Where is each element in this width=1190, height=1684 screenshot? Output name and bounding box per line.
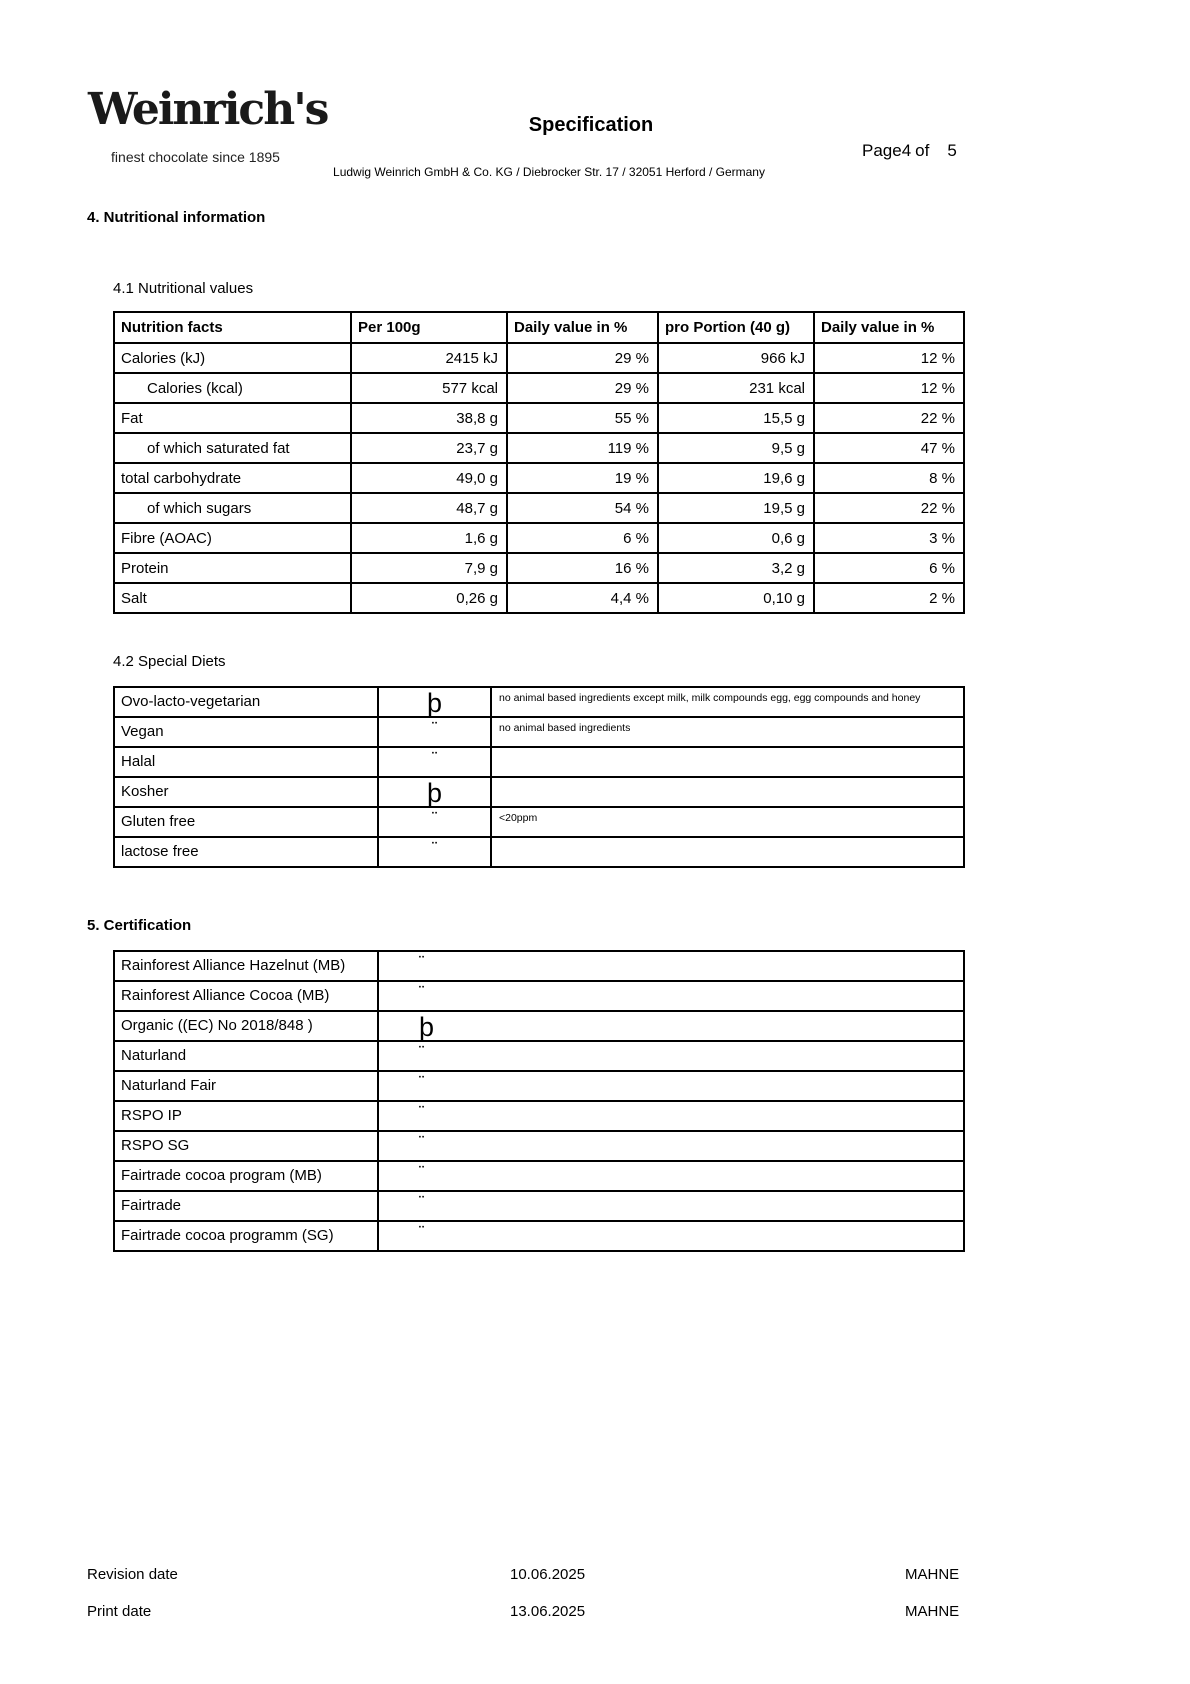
checkbox-mark-icon: ¨ <box>432 749 437 766</box>
nutrient-daily-value-portion: 2 % <box>814 583 964 613</box>
nutrient-label: Salt <box>114 583 351 613</box>
checkbox-mark-icon: þ <box>419 1012 435 1042</box>
certification-label: Naturland Fair <box>114 1071 378 1101</box>
col-header-per-100g: Per 100g <box>351 312 507 343</box>
diet-checkbox-cell <box>378 837 491 867</box>
checkbox-mark-icon: ¨ <box>419 1223 424 1240</box>
certification-label: Organic ((EC) No 2018/848 ) <box>114 1011 378 1041</box>
nutrient-per-portion: 231 kcal <box>658 373 814 403</box>
certification-label: Fairtrade cocoa program (MB) <box>114 1161 378 1191</box>
special-diet-row <box>114 717 964 747</box>
certification-row <box>114 1191 964 1221</box>
nutrient-label: Calories (kcal) <box>114 373 351 403</box>
nutrient-daily-value-100g: 4,4 % <box>507 583 658 613</box>
diet-comment <box>491 747 964 777</box>
nutrition-table-row <box>114 523 964 553</box>
certification-checkbox-cell <box>378 1041 964 1071</box>
nutrient-daily-value-portion: 22 % <box>814 403 964 433</box>
col-header-daily-value-portion: Daily value in % <box>814 312 964 343</box>
diet-checkbox-cell <box>378 687 491 717</box>
nutrition-table-row <box>114 463 964 493</box>
certification-checkbox-cell <box>378 1191 964 1221</box>
certification-checkbox-cell <box>378 981 964 1011</box>
certification-row <box>114 1161 964 1191</box>
nutrient-per-portion: 966 kJ <box>658 343 814 373</box>
diet-comment: no animal based ingredients except milk, milk compounds egg, egg compounds and honey <box>491 687 964 717</box>
nutrition-table-row <box>114 433 964 463</box>
certification-label: Rainforest Alliance Hazelnut (MB) <box>114 951 378 981</box>
checkbox-mark-icon: ¨ <box>432 839 437 856</box>
nutrition-table-row <box>114 583 964 613</box>
checkbox-mark-icon: ¨ <box>419 1163 424 1180</box>
nutrient-daily-value-100g: 16 % <box>507 553 658 583</box>
nutrient-label: Fibre (AOAC) <box>114 523 351 553</box>
diet-checkbox-cell <box>378 807 491 837</box>
col-header-daily-value-100g: Daily value in % <box>507 312 658 343</box>
footer-date: 13.06.2025 <box>510 1603 586 1620</box>
nutrient-daily-value-portion: 47 % <box>814 433 964 463</box>
special-diet-row <box>114 837 964 867</box>
company-address: Ludwig Weinrich GmbH & Co. KG / Diebrocker Str. 17 / 32051 Herford / Germany <box>333 165 765 179</box>
checkbox-mark-icon: ¨ <box>419 1133 424 1150</box>
page-current: 4 <box>901 141 912 160</box>
nutrient-per-portion: 0,6 g <box>658 523 814 553</box>
nutrient-per-100g: 2415 kJ <box>351 343 507 373</box>
nutrient-daily-value-100g: 29 % <box>507 343 658 373</box>
footer-date: 10.06.2025 <box>510 1566 586 1583</box>
page-label: Page <box>862 141 902 160</box>
certification-checkbox-cell <box>378 1071 964 1101</box>
diet-label: lactose free <box>114 837 378 867</box>
special-diet-row <box>114 747 964 777</box>
special-diet-row <box>114 807 964 837</box>
brand-logo <box>88 84 328 165</box>
checkbox-mark-icon: ¨ <box>419 1043 424 1060</box>
brand-tagline: finest chocolate since 1895 <box>111 149 280 165</box>
nutrient-daily-value-portion: 3 % <box>814 523 964 553</box>
nutrient-label: of which sugars <box>114 493 351 523</box>
page-of-label: of <box>915 141 930 160</box>
nutrient-per-portion: 3,2 g <box>658 553 814 583</box>
checkbox-mark-icon: ¨ <box>419 953 424 970</box>
section-heading-certification: 5. Certification <box>87 917 192 934</box>
footer-label: Revision date <box>87 1566 178 1583</box>
checkbox-mark-icon: ¨ <box>432 809 437 826</box>
nutrition-facts-table <box>113 311 965 614</box>
certification-checkbox-cell <box>378 1101 964 1131</box>
footer-row <box>87 1603 1107 1623</box>
nutrition-table-row <box>114 343 964 373</box>
nutrient-daily-value-portion: 6 % <box>814 553 964 583</box>
certification-label: Fairtrade <box>114 1191 378 1221</box>
nutrient-per-portion: 0,10 g <box>658 583 814 613</box>
nutrient-label: Calories (kJ) <box>114 343 351 373</box>
diet-comment <box>491 837 964 867</box>
diet-checkbox-cell <box>378 777 491 807</box>
page-title: Specification <box>528 114 654 136</box>
checkbox-mark-icon: ¨ <box>432 719 437 736</box>
page-total: 5 <box>947 141 957 160</box>
nutrient-daily-value-portion: 12 % <box>814 373 964 403</box>
section-heading-nutrition: 4. Nutritional information <box>87 209 266 226</box>
certification-label: RSPO IP <box>114 1101 378 1131</box>
nutrient-label: Protein <box>114 553 351 583</box>
nutrient-per-100g: 23,7 g <box>351 433 507 463</box>
checkbox-mark-icon: ¨ <box>419 1073 424 1090</box>
nutrient-per-100g: 38,8 g <box>351 403 507 433</box>
nutrient-label: of which saturated fat <box>114 433 351 463</box>
certification-row <box>114 1221 964 1251</box>
nutrient-daily-value-100g: 119 % <box>507 433 658 463</box>
nutrient-per-100g: 1,6 g <box>351 523 507 553</box>
nutrition-table-row <box>114 373 964 403</box>
special-diets-table <box>113 686 965 868</box>
certification-row <box>114 1071 964 1101</box>
page-indicator <box>862 141 957 161</box>
certification-row <box>114 1041 964 1071</box>
nutrient-daily-value-100g: 55 % <box>507 403 658 433</box>
certification-table <box>113 950 965 1252</box>
diet-comment: no animal based ingredients <box>491 717 964 747</box>
subsection-heading-nutritional-values: 4.1 Nutritional values <box>113 280 254 297</box>
nutrient-daily-value-portion: 12 % <box>814 343 964 373</box>
diet-label: Kosher <box>114 777 378 807</box>
subsection-heading-special-diets: 4.2 Special Diets <box>113 653 226 670</box>
certification-label: Naturland <box>114 1041 378 1071</box>
footer-label: Print date <box>87 1603 152 1620</box>
nutrition-header-row <box>114 312 964 343</box>
nutrient-per-portion: 19,5 g <box>658 493 814 523</box>
nutrient-daily-value-portion: 22 % <box>814 493 964 523</box>
nutrition-table-row <box>114 493 964 523</box>
certification-checkbox-cell <box>378 1161 964 1191</box>
nutrient-per-100g: 49,0 g <box>351 463 507 493</box>
nutrient-daily-value-100g: 19 % <box>507 463 658 493</box>
special-diet-row <box>114 777 964 807</box>
nutrient-label: Fat <box>114 403 351 433</box>
diet-label: Halal <box>114 747 378 777</box>
nutrient-daily-value-portion: 8 % <box>814 463 964 493</box>
checkbox-mark-icon: ¨ <box>419 983 424 1000</box>
nutrient-per-portion: 9,5 g <box>658 433 814 463</box>
nutrient-per-100g: 577 kcal <box>351 373 507 403</box>
footer-author: MAHNE <box>905 1566 960 1583</box>
checkbox-mark-icon: þ <box>426 688 443 718</box>
nutrient-per-100g: 48,7 g <box>351 493 507 523</box>
footer-row <box>87 1566 1107 1586</box>
certification-label: Rainforest Alliance Cocoa (MB) <box>114 981 378 1011</box>
checkbox-mark-icon: ¨ <box>419 1103 424 1120</box>
footer-author: MAHNE <box>905 1603 960 1620</box>
nutrient-daily-value-100g: 54 % <box>507 493 658 523</box>
nutrition-table-row <box>114 553 964 583</box>
certification-checkbox-cell <box>378 1011 964 1041</box>
nutrient-per-100g: 7,9 g <box>351 553 507 583</box>
certification-row <box>114 1101 964 1131</box>
checkbox-mark-icon: þ <box>426 778 443 808</box>
certification-checkbox-cell <box>378 1221 964 1251</box>
certification-label: RSPO SG <box>114 1131 378 1161</box>
col-header-pro-portion: pro Portion (40 g) <box>658 312 814 343</box>
diet-label: Gluten free <box>114 807 378 837</box>
certification-row <box>114 981 964 1011</box>
diet-label: Ovo-lacto-vegetarian <box>114 687 378 717</box>
nutrient-per-portion: 19,6 g <box>658 463 814 493</box>
col-header-nutrition-facts: Nutrition facts <box>114 312 351 343</box>
diet-checkbox-cell <box>378 717 491 747</box>
diet-label: Vegan <box>114 717 378 747</box>
nutrient-per-100g: 0,26 g <box>351 583 507 613</box>
certification-row <box>114 1131 964 1161</box>
nutrition-table-row <box>114 403 964 433</box>
diet-checkbox-cell <box>378 747 491 777</box>
certification-checkbox-cell <box>378 951 964 981</box>
certification-label: Fairtrade cocoa programm (SG) <box>114 1221 378 1251</box>
nutrient-daily-value-100g: 29 % <box>507 373 658 403</box>
certification-row <box>114 951 964 981</box>
nutrient-label: total carbohydrate <box>114 463 351 493</box>
brand-name: Weinrich's <box>88 84 328 135</box>
nutrient-daily-value-100g: 6 % <box>507 523 658 553</box>
certification-row <box>114 1011 964 1041</box>
diet-comment <box>491 777 964 807</box>
nutrient-per-portion: 15,5 g <box>658 403 814 433</box>
special-diet-row <box>114 687 964 717</box>
checkbox-mark-icon: ¨ <box>419 1193 424 1210</box>
certification-checkbox-cell <box>378 1131 964 1161</box>
diet-comment: <20ppm <box>491 807 964 837</box>
